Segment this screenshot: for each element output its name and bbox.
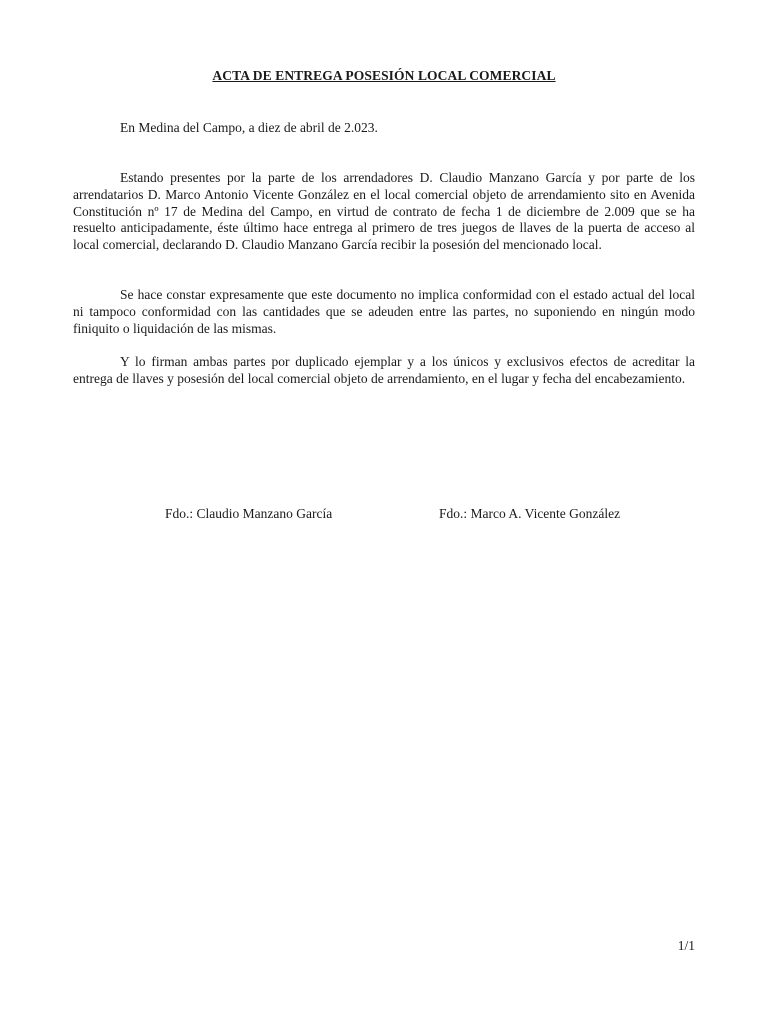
page-number: 1/1: [677, 938, 695, 953]
dateline: En Medina del Campo, a diez de abril de 2.023.: [120, 120, 378, 135]
signature-lessee: Fdo.: Marco A. Vicente González: [439, 506, 621, 521]
paragraph-1: Estando presentes por la parte de los arrendadores D. Claudio Manzano García y por parte de los arrendatarios D. Marco Antonio Vicente González en el local comercial objeto de arrendamiento sito en Avenida Constitución nº 17 de Medina del Campo, en virtud de contrato de fecha 1 de diciembre de 2.009 que se ha resuelto anticipadamente, éste último hace entrega al primero de tres juegos de llaves de la puerta de acceso al local comercial, declarando D. Claudio Manzano García recibir la posesión del mencionado local.: [73, 170, 695, 253]
paragraph-3: Y lo firman ambas partes por duplicado ejemplar y a los únicos y exclusivos efectos de acreditar la entrega de llaves y posesión del local comercial objeto de arrendamiento, en el lugar y fecha del encabezamiento.: [73, 354, 695, 386]
paragraph-2: Se hace constar expresamente que este documento no implica conformidad con el estado actual del local ni tampoco conformidad con las cantidades que se adeuden entre las partes, no suponiendo en ningún modo finiquito o liquidación de las mismas.: [73, 287, 695, 336]
signature-lessor: Fdo.: Claudio Manzano García: [165, 506, 333, 521]
document-title: ACTA DE ENTREGA POSESIÓN LOCAL COMERCIAL: [212, 68, 556, 83]
